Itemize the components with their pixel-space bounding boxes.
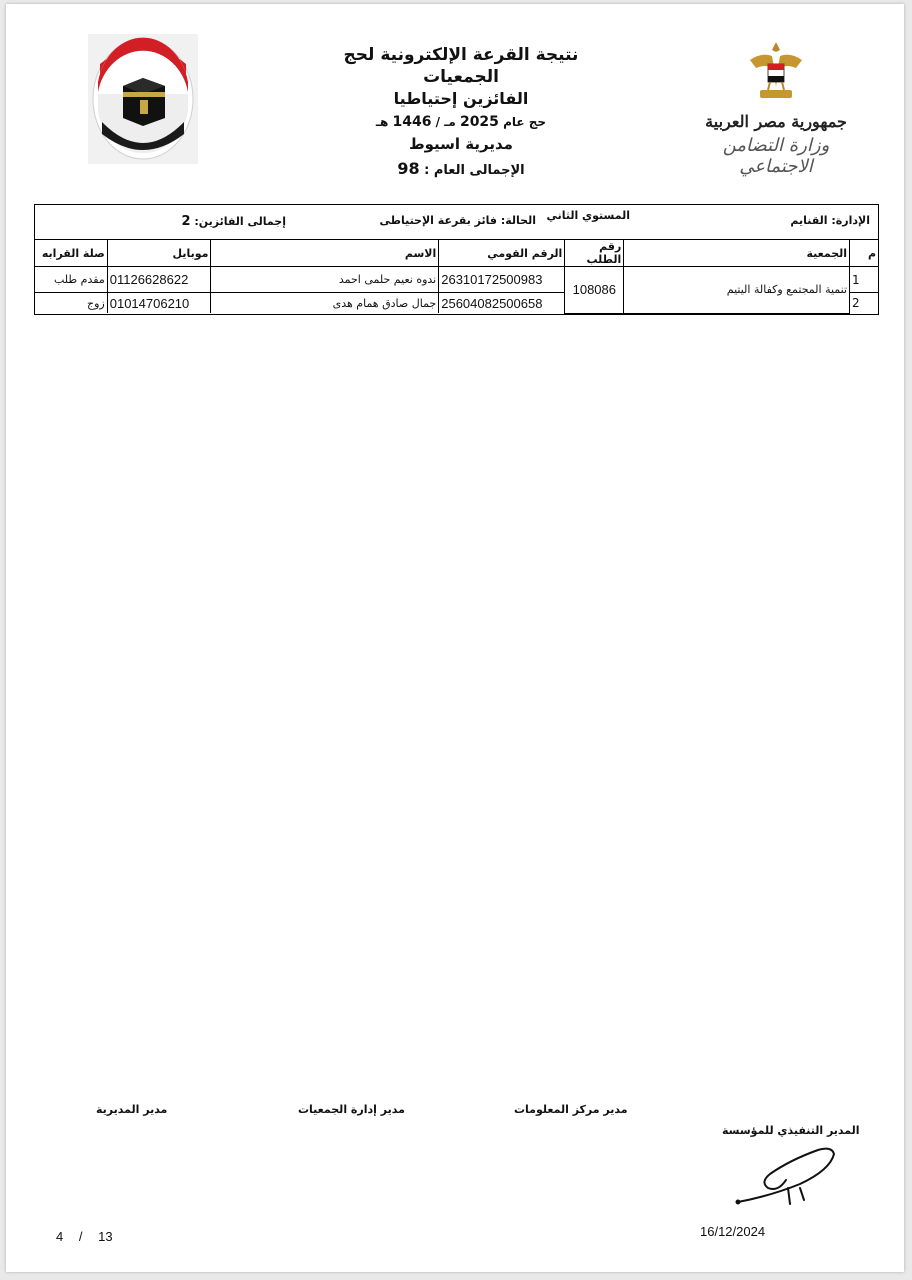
ministry-logo bbox=[696, 38, 856, 177]
row-number: 1 bbox=[850, 267, 878, 293]
relation-cell: مقدم طلب bbox=[35, 267, 107, 293]
year-mid: مـ / bbox=[435, 115, 456, 129]
col-header-national-id: الرقم القومي bbox=[439, 240, 565, 267]
page-indicator bbox=[56, 1229, 113, 1244]
winners-value: 2 bbox=[181, 214, 191, 229]
report-title: نتيجة القرعة الإلكترونية لحج الجمعيات bbox=[343, 45, 579, 87]
year-suffix: هـ bbox=[375, 115, 389, 129]
col-header-mobile: موبايل bbox=[107, 240, 211, 267]
document-page bbox=[6, 4, 904, 1272]
row-number: 2 bbox=[850, 293, 878, 314]
sig-info-center-manager: مدير مركز المعلومات bbox=[514, 1103, 628, 1116]
page-separator: / bbox=[78, 1229, 83, 1244]
admin-field bbox=[790, 214, 870, 227]
grand-total-value: 98 bbox=[397, 159, 420, 178]
sig-associations-manager: مدير إدارة الجمعيات bbox=[298, 1103, 405, 1116]
report-date: 16/12/2024 bbox=[700, 1224, 766, 1239]
request-no-cell: 108086 bbox=[565, 267, 624, 314]
col-header-request-no: رقم الطلب bbox=[565, 240, 624, 267]
name-cell: ندوه نعيم حلمى احمد bbox=[211, 267, 439, 293]
col-header-association: الجمعية bbox=[624, 240, 850, 267]
status-label: الحالة: bbox=[500, 214, 536, 227]
winners-table bbox=[35, 240, 878, 314]
table-row bbox=[35, 267, 878, 293]
mobile-cell: 01014706210 bbox=[107, 293, 211, 314]
status-value: فائز بقرعة الإحتياطى bbox=[379, 214, 497, 227]
winners-label: إجمالى الفائزين: bbox=[194, 215, 286, 228]
page-total: 13 bbox=[98, 1229, 113, 1244]
results-section bbox=[34, 204, 879, 315]
national-id-cell: 26310172500983 bbox=[439, 267, 565, 293]
sig-executive-manager: المدير التنفيذي للمؤسسة bbox=[722, 1124, 860, 1137]
report-header bbox=[306, 44, 616, 184]
col-header-name: الاسم bbox=[211, 240, 439, 267]
national-id-cell: 25604082500658 bbox=[439, 293, 565, 314]
page-current: 4 bbox=[56, 1229, 64, 1244]
year-gregorian: 2025 bbox=[459, 114, 499, 130]
year-hijri: 1446 bbox=[392, 114, 432, 130]
name-cell: جمال صادق همام هدى bbox=[211, 293, 439, 314]
section-info bbox=[35, 205, 878, 240]
col-header-m: م bbox=[850, 240, 878, 267]
country-name: جمهورية مصر العربية bbox=[705, 112, 847, 131]
relation-cell: زوج bbox=[35, 293, 107, 314]
sig-directorate-manager: مدير المديرية bbox=[96, 1103, 168, 1116]
level-value: المستوي الثاني bbox=[546, 209, 630, 222]
grand-total bbox=[306, 156, 616, 184]
handwritten-signature bbox=[730, 1144, 850, 1214]
association-cell: تنمية المجتمع وكفالة اليتيم bbox=[624, 267, 850, 314]
col-header-relation: صلة القرابه bbox=[35, 240, 107, 267]
winners-field bbox=[181, 214, 286, 229]
egypt-eagle-icon bbox=[746, 38, 806, 106]
hajj-year bbox=[306, 112, 616, 132]
directorate-name: مديرية اسيوط bbox=[409, 135, 513, 153]
admin-value: القنايم bbox=[790, 214, 828, 227]
year-prefix: حج عام bbox=[503, 115, 547, 129]
ministry-name: وزارة التضامن الاجتماعي bbox=[722, 135, 830, 177]
report-subtitle: الفائزين إحتياطيا bbox=[393, 89, 529, 108]
admin-label: الإدارة: bbox=[831, 214, 870, 227]
status-field bbox=[379, 214, 536, 227]
solidarity-kaaba-logo bbox=[88, 34, 198, 164]
table-header-row bbox=[35, 240, 878, 267]
grand-total-label: الإجمالى العام : bbox=[424, 163, 525, 178]
mobile-cell: 01126628622 bbox=[107, 267, 211, 293]
